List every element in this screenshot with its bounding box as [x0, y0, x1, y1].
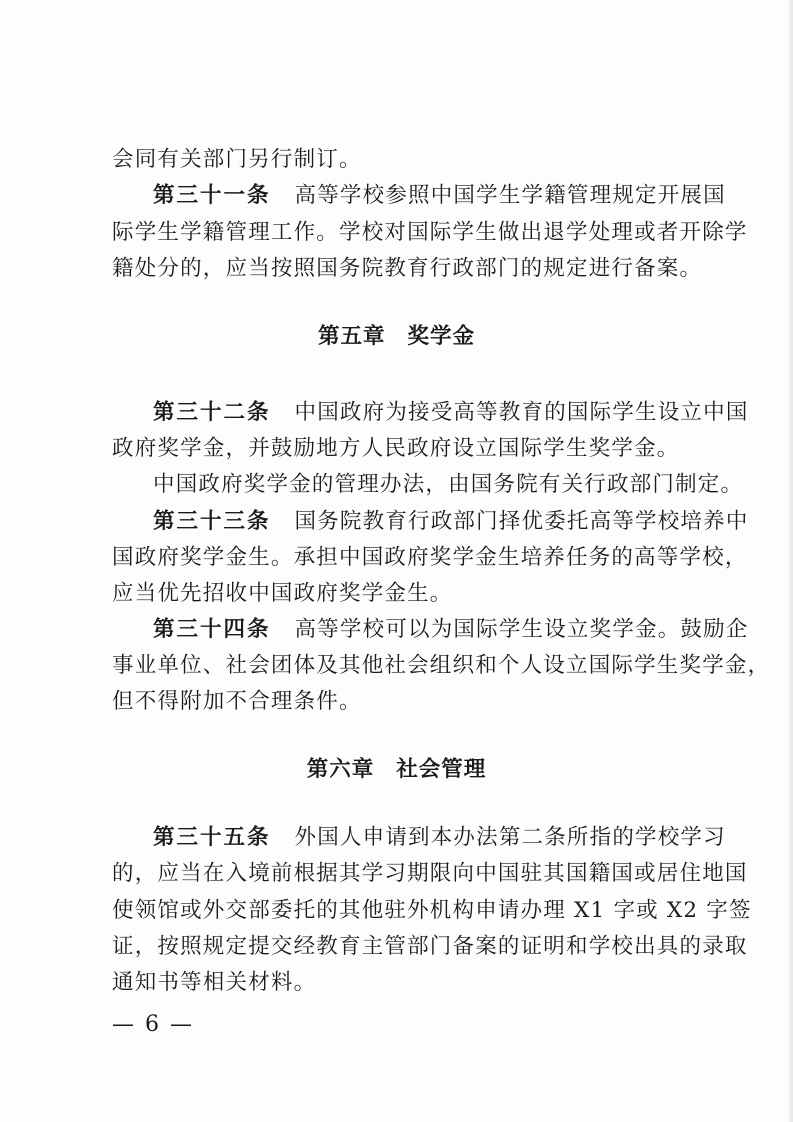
article-34-text-1: 高等学校可以为国际学生设立奖学金。鼓励企 — [294, 617, 749, 642]
chapter-6-number: 第六章 — [306, 757, 375, 782]
article-34-line-1 — [153, 615, 749, 645]
page-edge-shadow — [787, 0, 793, 1122]
article-33-text-1: 国务院教育行政部门择优委托高等学校培养中 — [294, 509, 749, 534]
article-31-line-2: 际学生学籍管理工作。学校对国际学生做出退学处理或者开除学 — [112, 220, 748, 245]
article-34-line-2: 事业单位、社会团体及其他社会组织和个人设立国际学生奖学金， — [112, 653, 771, 678]
article-33-label: 第三十三条 — [153, 509, 271, 534]
article-35-line-3: 使领馆或外交部委托的其他驻外机构申请办理 X1 字或 X2 字签 — [112, 898, 752, 923]
article-31-label: 第三十一条 — [153, 183, 271, 208]
article-31-line-1 — [153, 181, 726, 211]
text-line: 会同有关部门另行制订。 — [112, 147, 362, 172]
article-35-line-2: 的，应当在入境前根据其学习期限向中国驻其国籍国或居住地国 — [112, 861, 748, 886]
article-32-label: 第三十二条 — [153, 400, 271, 425]
article-34-line-3: 但不得附加不合理条件。 — [112, 689, 362, 714]
chapter-6-title: 社会管理 — [396, 757, 487, 782]
article-33-line-1 — [153, 507, 749, 537]
article-35-line-1 — [153, 823, 726, 853]
article-32-line-2: 政府奖学金，并鼓励地方人民政府设立国际学生奖学金。 — [112, 436, 680, 461]
chapter-5-number: 第五章 — [317, 324, 386, 349]
article-35-label: 第三十五条 — [153, 825, 271, 850]
article-31-text-1: 高等学校参照中国学生学籍管理规定开展国 — [294, 183, 726, 208]
article-32-text-1: 中国政府为接受高等教育的国际学生设立中国 — [294, 400, 749, 425]
article-32-line-1 — [153, 398, 749, 428]
chapter-6-heading — [0, 755, 793, 785]
page-number: — 6 — — [112, 1012, 194, 1037]
article-33-line-3: 应当优先招收中国政府奖学金生。 — [112, 581, 453, 606]
article-35-text-1: 外国人申请到本办法第二条所指的学校学习 — [294, 825, 726, 850]
article-31-line-3: 籍处分的，应当按照国务院教育行政部门的规定进行备案。 — [112, 256, 703, 281]
article-35-line-5: 通知书等相关材料。 — [112, 970, 317, 995]
article-33-line-2: 国政府奖学金生。承担中国政府奖学金生培养任务的高等学校， — [112, 545, 748, 570]
article-32-paragraph-2: 中国政府奖学金的管理办法，由国务院有关行政部门制定。 — [153, 472, 744, 497]
chapter-5-heading — [0, 322, 793, 352]
article-34-label: 第三十四条 — [153, 617, 271, 642]
article-35-line-4: 证，按照规定提交经教育主管部门备案的证明和学校出具的录取 — [112, 934, 748, 959]
chapter-5-title: 奖学金 — [407, 324, 476, 349]
